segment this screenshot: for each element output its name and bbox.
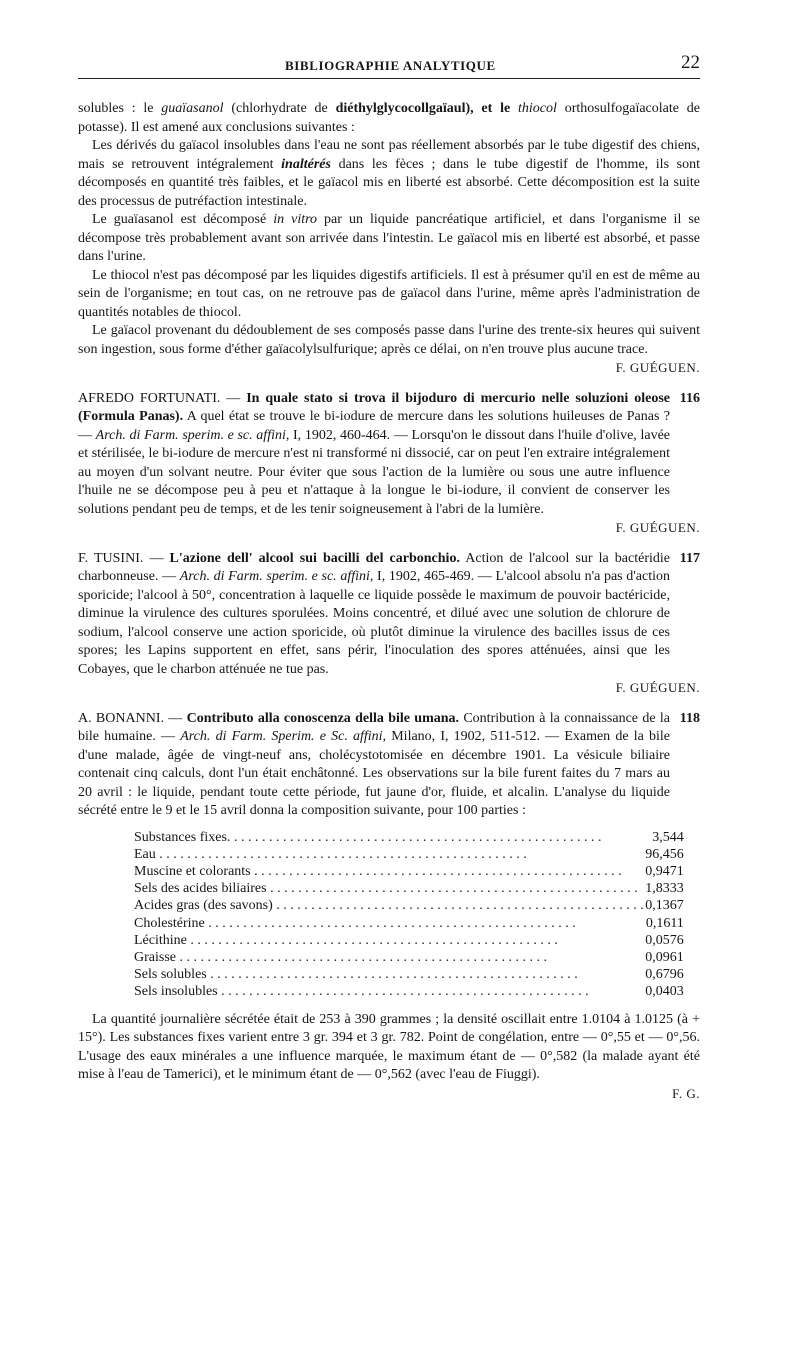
bibliography-entry [78, 390, 700, 520]
entry-source: Arch. di Farm. sperim. e sc. affini, [179, 569, 374, 584]
table-row [134, 880, 684, 897]
table-row [134, 949, 684, 966]
component-value: 0,0576 [645, 932, 684, 948]
component-value: 3,544 [652, 829, 684, 845]
page-body [78, 100, 700, 1103]
table-row [134, 863, 684, 880]
entry-source: Arch. di Farm. Sperim. e Sc. affini, [180, 729, 387, 744]
signature: F. G. [672, 1085, 700, 1101]
intro-paragraph-1: solubles : le guaïasanol (chlorhydrate de diéthylglycocollgaïaul), et le thiocol orthosulfogaïacolate de potasse). Il est amené aux conclusions suivantes : [78, 101, 700, 135]
component-value: 96,456 [645, 846, 684, 862]
page-number: 22 [681, 52, 700, 73]
entry-text: A. BONANNI. — Contributo alla conoscenza della bile umana. Contribution à la connaissance de la bile humaine. — Arch. di Farm. Sperim. e Sc. affini, Milano, I, 1902, 511-512. — Examen de la bile d'une malade, âgée de vingt-neuf ans, cholécystotomisée en décembre 1901. La vésicule biliaire contenait cinq calculs, dont l'un était enchâtonné. Les observations sur la bile furent faites du 7 mars au 20 avril : le liquide, pendant toute cette période, fut jaune d'or, fluide, et alcalin. L'analyse du liquide sécrété entre le 9 et le 15 avril donna la composition suivante, pour 100 parties : [78, 710, 670, 818]
component-label: Graisse . . . [134, 949, 644, 966]
signature: F. GUÉGUEN. [615, 680, 700, 695]
intro-paragraph-5: Le gaïacol provenant du dédoublement de ses composés passe dans l'urine des trente-six heures qui suivent son ingestion, sous forme d'éther gaïacolylsulfurique; après ce délai, on n'en trouve plus aucune trace. [78, 323, 700, 357]
entry-text: AFREDO FORTUNATI. — In quale stato si trova il bijoduro di mercurio nelle soluzioni oleose (Formula Panas). A quel état se trouve le bi-iodure de mercure dans les solutions huileuses de Panas ? — Arch. di Farm. sperim. e sc. affini, I, 1902, 460-464. — Lorsqu'on le dissout dans l'huile d'olive, lavée et stérilisée, le bi-iodure de mercure n'est ni transformé ni dissocié, car on peut l'en extraire intégralement au moyen d'un solvant neutre. Pour éviter que sous l'action de la lumière ou sous une autre influence l'huile ne se décompose peu à peu et n'attaque à la longue le bi-iodure, il convient de conserver les solutions pendant peu de temps, et de les tenir soigneusement à l'abri de la lumière. [78, 390, 670, 517]
intro-paragraph-3: Le guaïasanol est décomposé in vitro par un liquide pancréatique artificiel, et dans l'organisme il se décompose très probablement avant son arrivée dans l'intestin. Le gaïacol mis en liberté est absorbé, et passe dans l'urine. [78, 212, 701, 264]
component-label: Substances fixes. . . . [134, 829, 644, 846]
component-label: Acides gras (des savons) . . . [134, 897, 644, 914]
component-value: 1,8333 [645, 881, 684, 897]
component-value: 0,9471 [645, 863, 684, 879]
component-label: Sels des acides biliaires . . . [134, 880, 644, 897]
component-label: Lécithine . . . [134, 932, 644, 949]
entry-conclusion: La quantité journalière sécrétée était de 253 à 390 grammes ; la densité oscillait entre 1.0104 à 1.0125 (à + 15°). Les substances fixes varient entre 3 gr. 394 et 3 gr. 782. Point de congélation, entre — 0°,55 et — 0°,56. L'usage des eaux minérales a une influence marquée, le maximum étant de — 0°,582 (la malade ayant été mise à l'eau de Tamerici), et le minimum étant de — 0°,562 (avec l'eau de Fiuggi). [78, 1011, 700, 1083]
entry-number: 116 [679, 390, 700, 406]
component-value: 0,1611 [645, 915, 684, 931]
entry-source: Arch. di Farm. sperim. e sc. affini, [95, 427, 290, 443]
signature: F. GUÉGUEN. [615, 360, 700, 375]
component-value: 0,0961 [645, 949, 684, 965]
signature: F. GUÉGUEN. [615, 520, 700, 535]
entry-text: F. TUSINI. — L'azione dell' alcool sui bacilli del carbonchio. Action de l'alcool sur la bactéridie charbonneuse. — Arch. di Farm. sperim. e sc. affini, I, 1902, 465-469. — L'alcool absolu n'a pas d'action sporicide; l'alcool à 50°, concentration à laquelle ce liquide possède le maximum de pouvoir bactéricide, diminue la virulence des cultures sporulées. Moins concentré, et dilué avec une solution de chlorure de sodium, l'alcool conserve une action sporicide, où plutôt diminue la virulence des bacilles issus de ces spores; les Lapins supportent en effet, sans périr, l'inoculation des spores atténuées, ainsi que les Cobayes, que le charbon atténuée ne tue pas. [78, 550, 670, 677]
entry-title: Contributo alla conoscenza della bile umana. [186, 710, 460, 726]
component-label: Sels insolubles . . . [134, 983, 644, 1000]
component-label: Cholestérine . . . [134, 915, 644, 932]
entry-author: A. BONANNI. — [78, 710, 187, 726]
table-row [134, 897, 684, 914]
component-value: 0,0403 [645, 984, 684, 1000]
composition-table [134, 829, 684, 1001]
component-label: Sels solubles . . . [134, 966, 644, 983]
table-row [134, 915, 684, 932]
table-row [134, 829, 684, 846]
running-header [78, 52, 700, 79]
entry-author: F. TUSINI. — [78, 550, 170, 566]
component-value: 0,1367 [645, 898, 684, 914]
table-row [134, 932, 684, 949]
intro-paragraph-4: Le thiocol n'est pas décomposé par les liquides digestifs artificiels. Il est à présumer qu'il en est de même au sein de l'organisme; en tout cas, on ne retrouve pas de gaïacol dans l'urine, même après l'administration de quantités notables de thiocol. [78, 267, 700, 320]
table-row [134, 846, 684, 863]
bibliography-entry [78, 710, 700, 821]
intro-paragraph-2: Les dérivés du gaïacol insolubles dans l'eau ne sont pas réellement absorbés par le tube digestif des chiens, mais se retrouvent intégralement inaltérés dans les fèces ; dans le tube digestif de l'homme, ils sont décomposés en quantité très faibles, et le gaïacol mis en liberté est absorbé. Cette décomposition est la suite des processus de putréfaction intestinale. [78, 138, 700, 209]
entry-title: In quale stato si trova il bijoduro di mercurio nelle soluzioni oleose (Formula Panas). [78, 390, 670, 424]
table-row [134, 966, 684, 983]
entry-number: 117 [679, 550, 700, 566]
entry-number: 118 [679, 710, 700, 726]
bibliography-entry [78, 550, 700, 680]
entry-title: L'azione dell' alcool sui bacilli del carbonchio. [169, 550, 460, 566]
component-value: 0,6796 [645, 967, 684, 983]
header-title: BIBLIOGRAPHIE ANALYTIQUE [285, 58, 496, 73]
entry-author: AFREDO FORTUNATI. — [78, 390, 247, 406]
component-label: Eau . . . [134, 846, 644, 863]
component-label: Muscine et colorants . . . [134, 863, 644, 880]
table-row [134, 983, 684, 1000]
